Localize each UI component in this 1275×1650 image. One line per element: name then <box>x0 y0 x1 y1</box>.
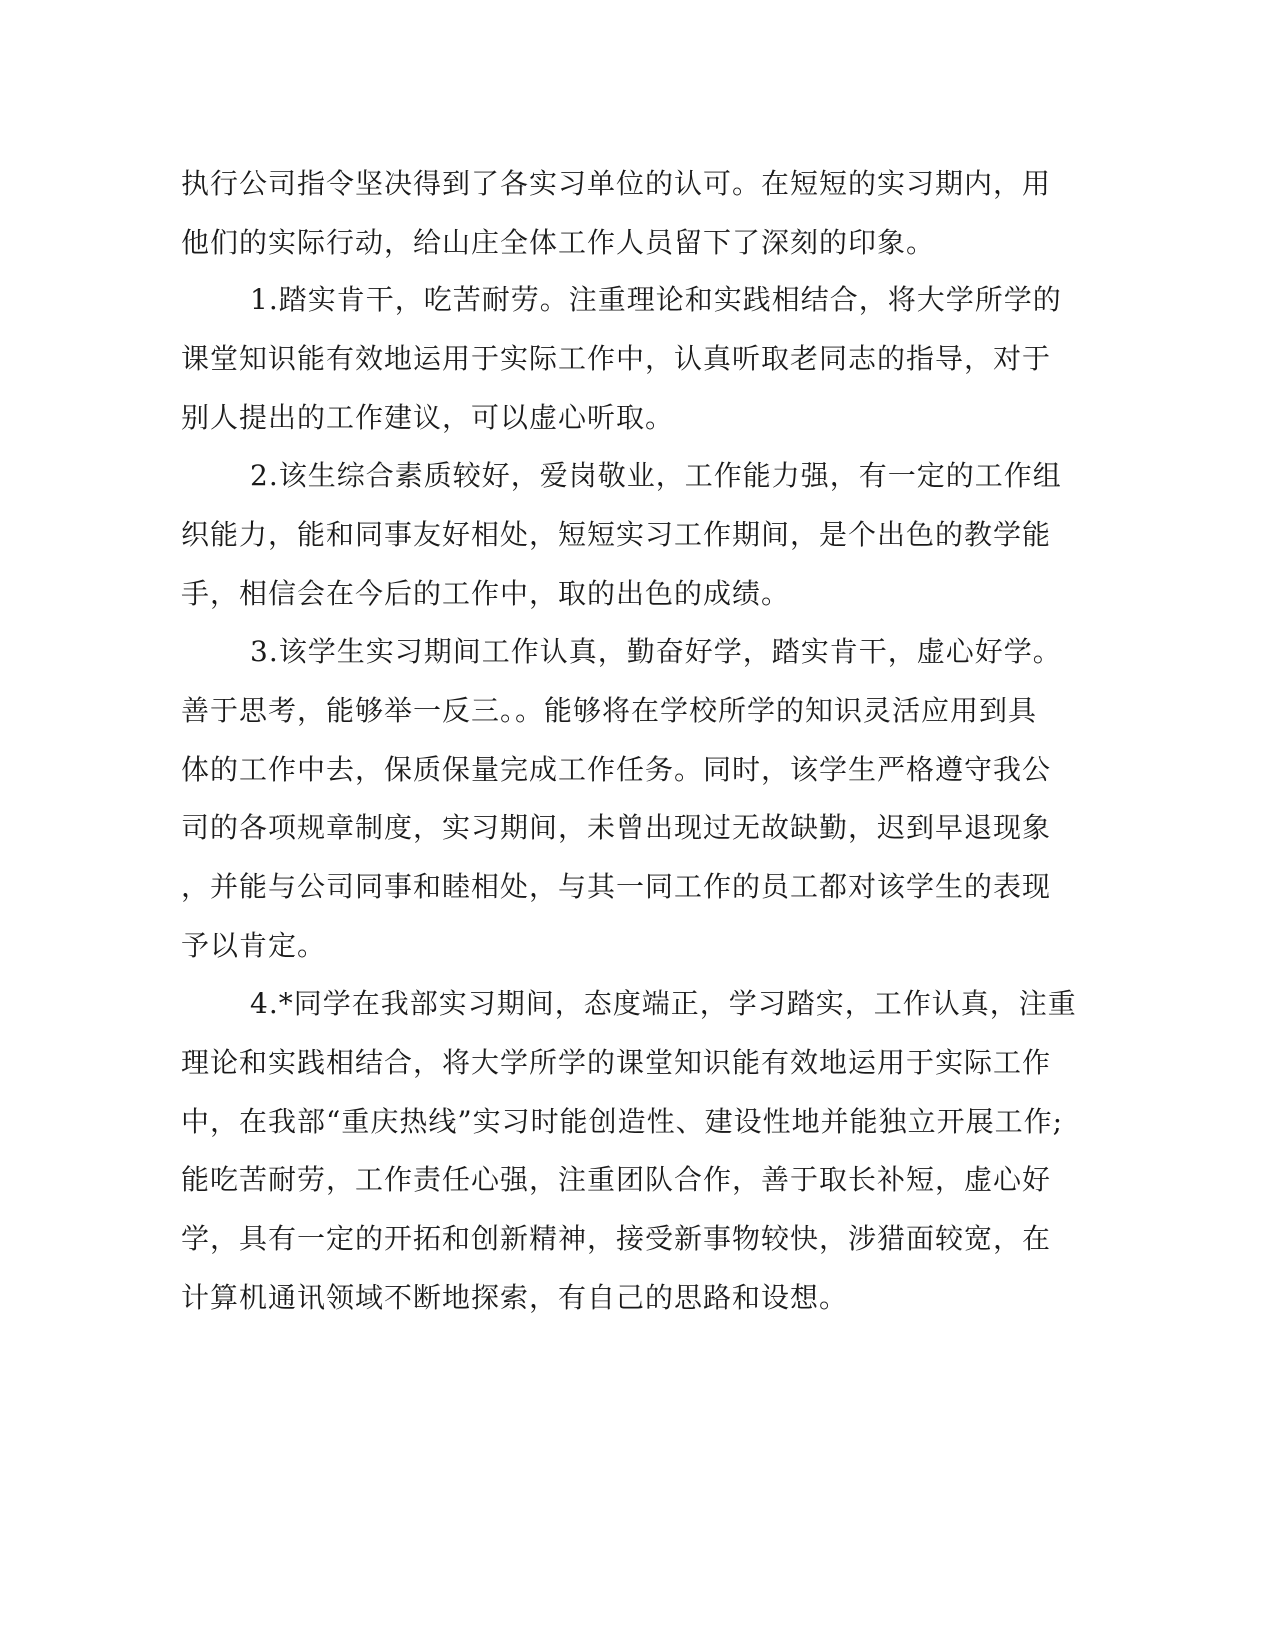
text-line: 理论和实践相结合，将大学所学的课堂知识能有效地运用于实际工作 <box>181 1046 1052 1079</box>
text-line: 能吃苦耐劳，工作责任心强，注重团队合作，善于取长补短，虚心好 <box>181 1163 1052 1196</box>
text-line: 学，具有一定的开拓和创新精神，接受新事物较快，涉猎面较宽，在 <box>181 1222 1052 1255</box>
text-line: 别人提出的工作建议，可以虚心听取。 <box>181 401 675 434</box>
text-line: 织能力，能和同事友好相处，短短实习工作期间，是个出色的教学能 <box>181 518 1052 551</box>
text-line: ，并能与公司同事和睦相处，与其一同工作的员工都对该学生的表现 <box>181 870 1052 903</box>
text-line: 3.该学生实习期间工作认真，勤奋好学，踏实肯干，虚心好学。 <box>250 635 1062 668</box>
text-line: 中，在我部“重庆热线”实习时能创造性、建设性地并能独立开展工作; <box>181 1105 1064 1138</box>
text-line: 司的各项规章制度，实习期间，未曾出现过无故缺勤，迟到早退现象 <box>181 811 1052 844</box>
text-line: 予以肯定。 <box>181 929 327 962</box>
text-line: 他们的实际行动，给山庄全体工作人员留下了深刻的印象。 <box>181 226 936 259</box>
text-line: 4.*同学在我部实习期间，态度端正，学习踏实，工作认真，注重 <box>250 987 1077 1020</box>
text-line: 2.该生综合素质较好，爱岗敬业，工作能力强，有一定的工作组 <box>250 459 1062 492</box>
text-line: 1.踏实肯干，吃苦耐劳。注重理论和实践相结合，将大学所学的 <box>250 283 1062 316</box>
text-line: 手，相信会在今后的工作中，取的出色的成绩。 <box>181 577 791 610</box>
text-line: 执行公司指令坚决得到了各实习单位的认可。在短短的实习期内，用 <box>181 167 1052 200</box>
text-line: 体的工作中去，保质保量完成工作任务。同时，该学生严格遵守我公 <box>181 753 1052 786</box>
text-line: 善于思考，能够举一反三。。能够将在学校所学的知识灵活应用到具 <box>181 694 1038 727</box>
text-line: 课堂知识能有效地运用于实际工作中，认真听取老同志的指导，对于 <box>181 342 1052 375</box>
text-line: 计算机通讯领域不断地探索，有自己的思路和设想。 <box>181 1281 849 1314</box>
